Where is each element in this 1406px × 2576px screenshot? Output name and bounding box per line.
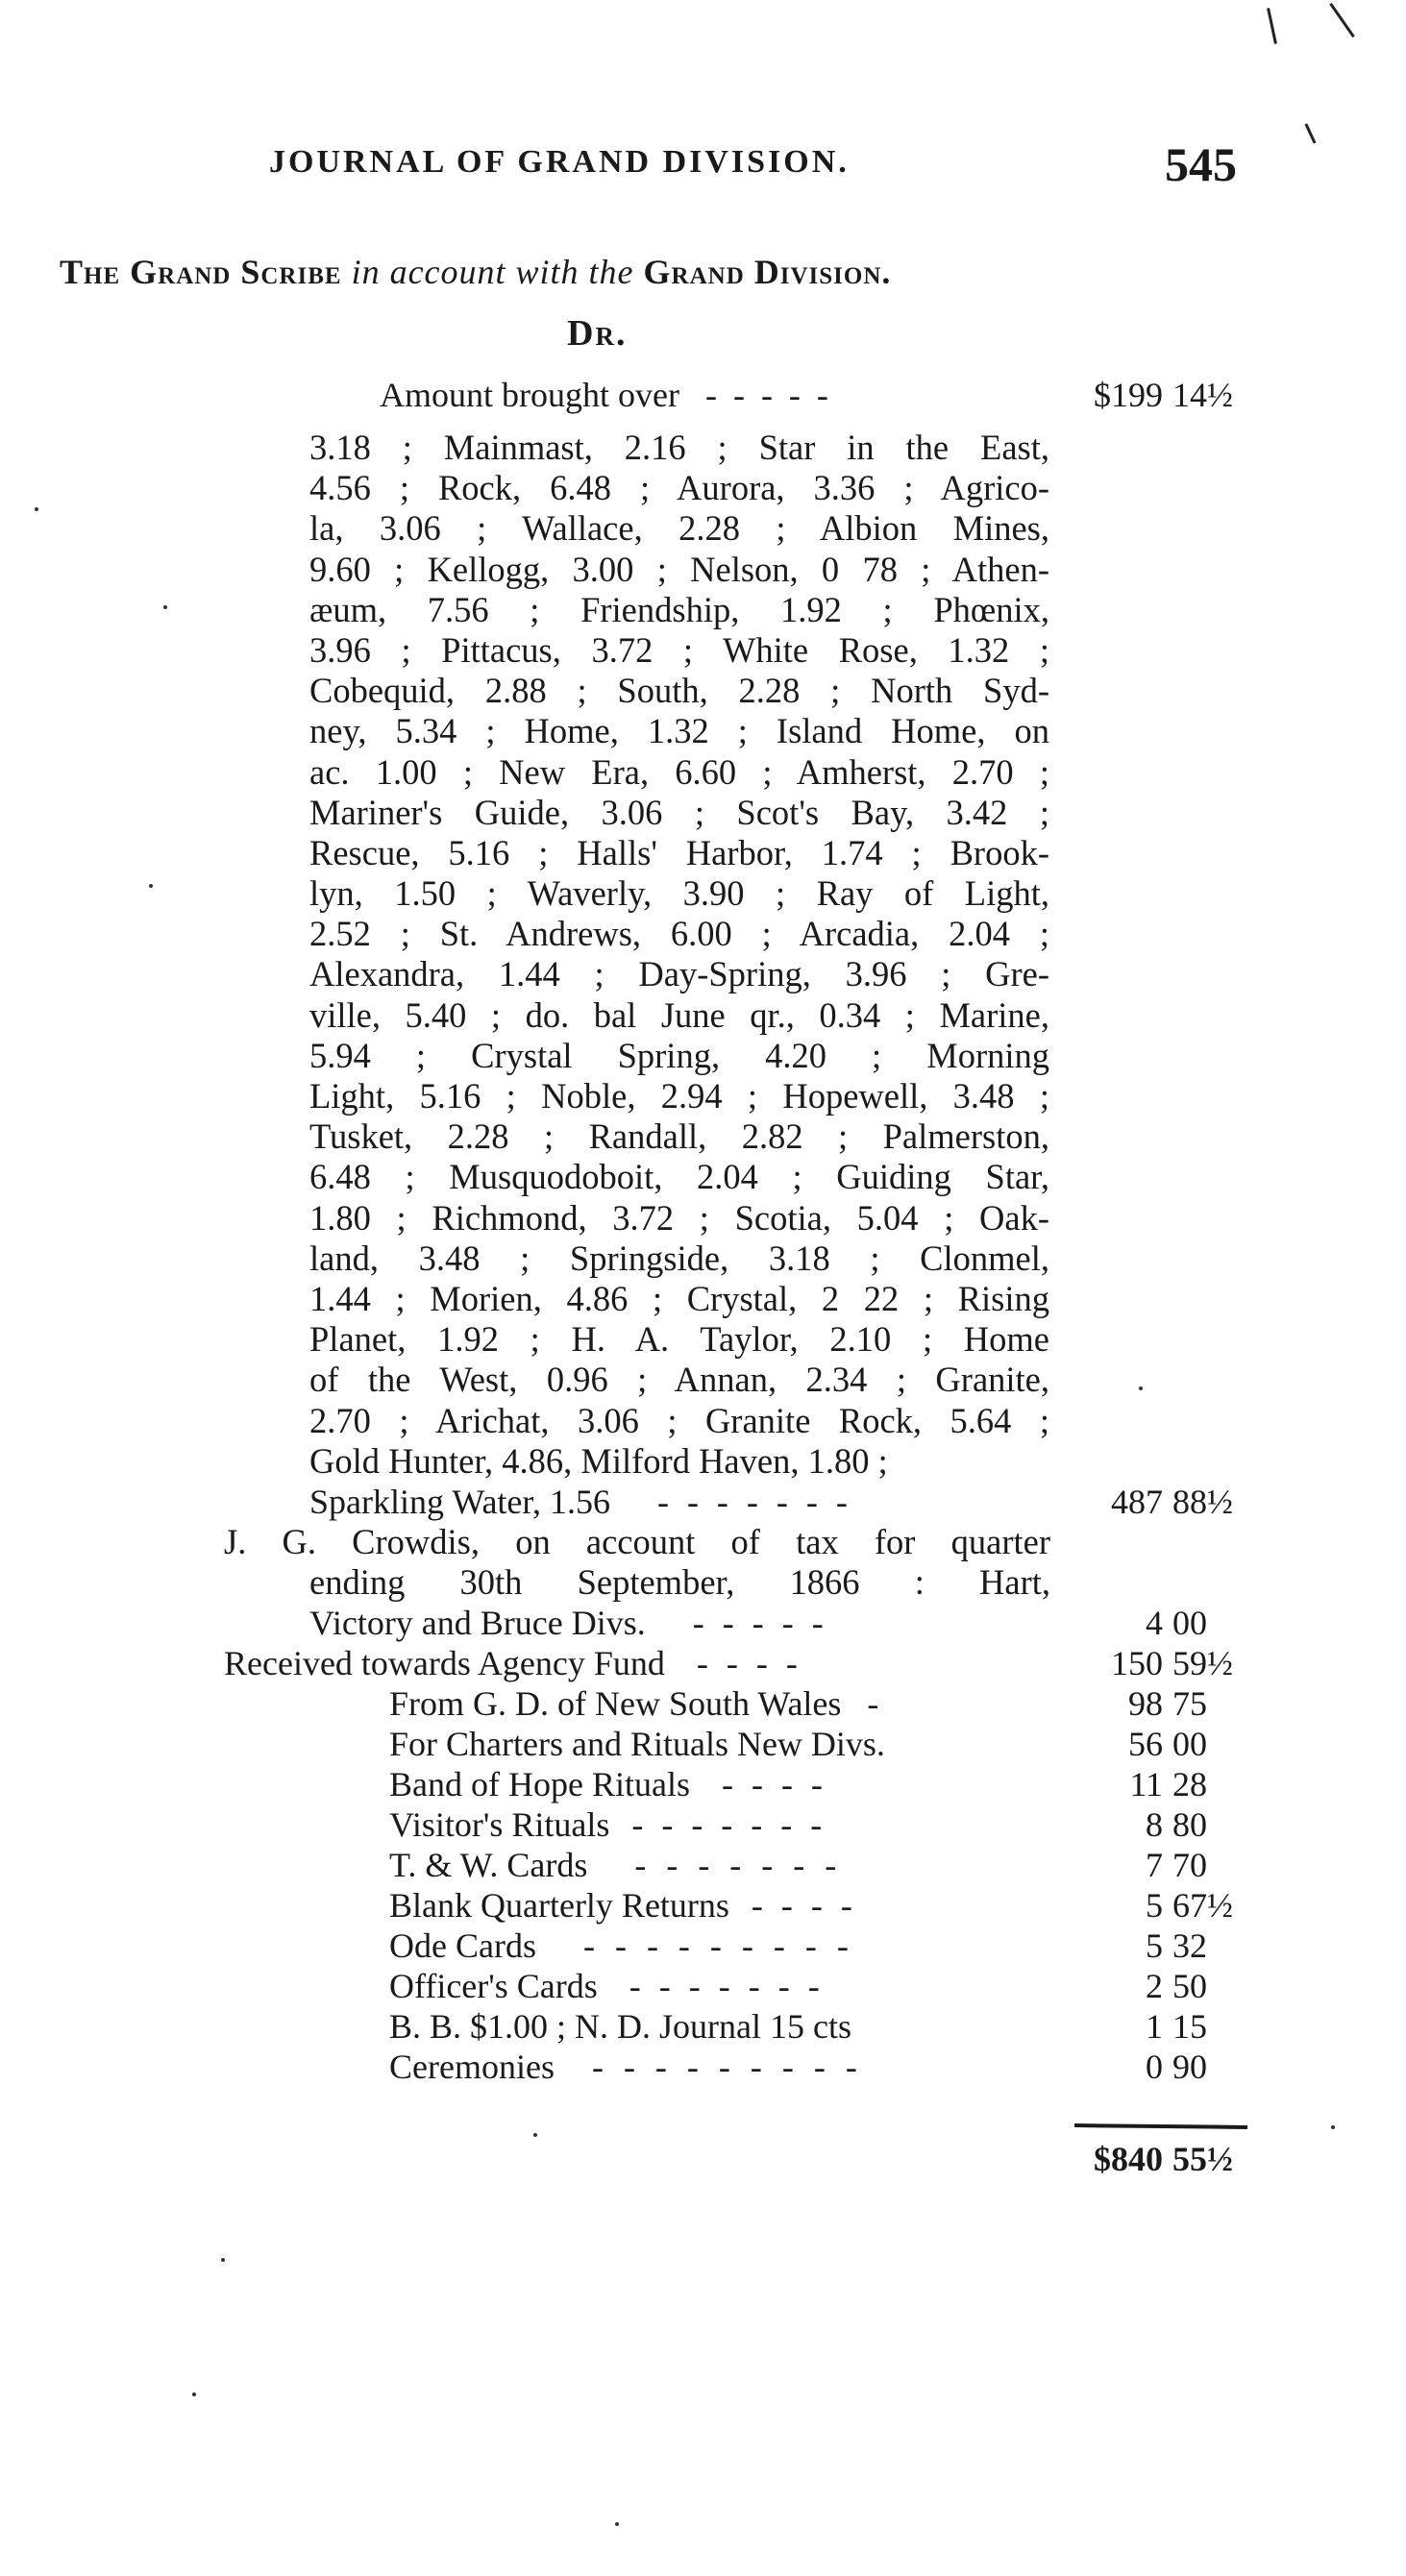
leader-dots: - - - - - - - bbox=[631, 1805, 827, 1844]
scan-speck bbox=[533, 2133, 537, 2137]
amount-dollars: 98 bbox=[1128, 1684, 1163, 1723]
division-line: land, 3.48 ; Springside, 3.18 ; Clonmel, bbox=[309, 1238, 1049, 1278]
brought-over-label: Amount brought over bbox=[380, 376, 679, 414]
heading-connector: in account with the bbox=[351, 253, 634, 291]
page-number: 545 bbox=[1165, 137, 1237, 191]
scan-speck bbox=[221, 2258, 225, 2262]
scan-mark bbox=[1267, 8, 1277, 44]
sub-item-label: Officer's Cards bbox=[389, 1967, 598, 2005]
brought-over-row bbox=[380, 375, 832, 415]
amount-dollars: 56 bbox=[1128, 1725, 1163, 1763]
division-line: Mariner's Guide, 3.06 ; Scot's Bay, 3.42 ; bbox=[309, 792, 1049, 832]
amount-cents: 75 bbox=[1172, 1684, 1207, 1723]
sub-item-row bbox=[389, 2047, 863, 2087]
crowdis-line: J. G. Crowdis, on account of tax for quarter bbox=[224, 1522, 1050, 1561]
amount-cents: 88½ bbox=[1172, 1483, 1233, 1521]
crowdis-entry bbox=[224, 1522, 1050, 1562]
sparkling-label: Sparkling Water, 1.56 bbox=[309, 1483, 610, 1521]
leader-dots: - bbox=[867, 1684, 879, 1723]
sub-item-label: Ceremonies bbox=[389, 2048, 555, 2086]
sub-item-label: For Charters and Rituals New Divs. bbox=[389, 1725, 885, 1763]
brought-over-amount bbox=[1057, 375, 1259, 415]
leader-dots: - - - - bbox=[751, 1886, 857, 1925]
division-line: la, 3.06 ; Wallace, 2.28 ; Albion Mines, bbox=[309, 508, 1049, 549]
division-line: 4.56 ; Rock, 6.48 ; Aurora, 3.36 ; Agrico- bbox=[309, 468, 1049, 508]
sub-item-amount bbox=[1057, 1764, 1259, 1804]
sub-item-label: From G. D. of New South Wales bbox=[389, 1684, 842, 1723]
crowdis-amount bbox=[1057, 1603, 1259, 1643]
division-line: 9.60 ; Kellogg, 3.00 ; Nelson, 0 78 ; Athen- bbox=[309, 549, 1049, 589]
running-head: JOURNAL OF GRAND DIVISION. bbox=[269, 144, 850, 180]
sub-item-row bbox=[389, 1764, 827, 1804]
leader-dots: - - - - - - - - - bbox=[582, 1926, 854, 1965]
division-line: 3.18 ; Mainmast, 2.16 ; Star in the East, bbox=[309, 428, 1049, 467]
amount-dollars: 5 bbox=[1146, 1886, 1163, 1925]
division-line: 1.80 ; Richmond, 3.72 ; Scotia, 5.04 ; Oak- bbox=[309, 1197, 1049, 1238]
sub-item-row bbox=[389, 1804, 826, 1845]
scan-speck bbox=[615, 2522, 619, 2526]
leader-dots: - - - - - - - bbox=[634, 1846, 843, 1884]
amount-dollars: 1 bbox=[1146, 2007, 1163, 2046]
scan-speck bbox=[1331, 2125, 1335, 2129]
scan-speck bbox=[192, 2392, 196, 2396]
sub-item-amount bbox=[1057, 2006, 1259, 2047]
sub-item-amount bbox=[1057, 1966, 1259, 2006]
amount-cents: 50 bbox=[1172, 1967, 1207, 2005]
scan-mark bbox=[1304, 123, 1316, 143]
leader-dots: - - - - - - - bbox=[629, 1967, 825, 2005]
total-cents: 55½ bbox=[1172, 2140, 1233, 2178]
division-line: 2.70 ; Arichat, 3.06 ; Granite Rock, 5.64 ; bbox=[309, 1400, 1049, 1440]
leader-dots: - - - - - bbox=[704, 376, 832, 414]
amount-dollars: $199 bbox=[1094, 376, 1163, 414]
leader-dots: - - - - - - - - - bbox=[591, 2048, 863, 2086]
amount-cents: 59½ bbox=[1172, 1644, 1233, 1682]
leader-dots: - - - - bbox=[696, 1644, 802, 1682]
sub-item-label: T. & W. Cards bbox=[389, 1846, 588, 1884]
grand-total bbox=[1057, 2139, 1259, 2179]
sub-item-label: Ode Cards bbox=[389, 1926, 536, 1965]
division-line: Tusket, 2.28 ; Randall, 2.82 ; Palmerston, bbox=[309, 1116, 1049, 1157]
sub-item-row bbox=[389, 1724, 885, 1764]
amount-cents: 28 bbox=[1172, 1765, 1207, 1803]
sub-item-row bbox=[389, 1885, 857, 1926]
division-payments-list bbox=[309, 428, 1049, 1482]
sub-item-label: Visitor's Rituals bbox=[389, 1805, 610, 1844]
total-dollars: $840 bbox=[1094, 2140, 1163, 2178]
amount-cents: 67½ bbox=[1172, 1886, 1233, 1925]
division-line: of the West, 0.96 ; Annan, 2.34 ; Granite, bbox=[309, 1360, 1049, 1400]
sub-item-amount bbox=[1057, 1724, 1259, 1764]
sparkling-row bbox=[309, 1482, 852, 1522]
amount-dollars: 11 bbox=[1129, 1765, 1163, 1803]
amount-dollars: 0 bbox=[1146, 2048, 1163, 2086]
sparkling-amount bbox=[1057, 1482, 1259, 1522]
leader-dots: - - - - - - - bbox=[656, 1483, 852, 1521]
amount-dollars: 8 bbox=[1146, 1805, 1163, 1844]
crowdis-entry-cont bbox=[309, 1562, 1050, 1603]
agency-amount bbox=[1057, 1643, 1259, 1683]
division-line: 2.52 ; St. Andrews, 6.00 ; Arcadia, 2.04 ; bbox=[309, 914, 1049, 954]
amount-dollars: 2 bbox=[1146, 1967, 1163, 2005]
leader-dots: - - - - - bbox=[692, 1604, 828, 1642]
sub-item-row bbox=[389, 2006, 851, 2047]
amount-cents: 14½ bbox=[1172, 376, 1233, 414]
division-line: Rescue, 5.16 ; Halls' Harbor, 1.74 ; Brook- bbox=[309, 832, 1049, 872]
sub-item-row bbox=[389, 1926, 854, 1966]
sub-item-amount bbox=[1057, 1845, 1259, 1885]
amount-dollars: 4 bbox=[1146, 1604, 1163, 1642]
amount-dollars: 7 bbox=[1146, 1846, 1163, 1884]
sub-item-row bbox=[389, 1966, 825, 2006]
division-line: Cobequid, 2.88 ; South, 2.28 ; North Syd- bbox=[309, 671, 1049, 711]
division-line: Light, 5.16 ; Noble, 2.94 ; Hopewell, 3.48 ; bbox=[309, 1076, 1049, 1116]
account-heading bbox=[60, 252, 1213, 292]
sub-item-row bbox=[389, 1845, 842, 1885]
total-rule bbox=[1074, 2123, 1247, 2129]
sub-item-label: Band of Hope Rituals bbox=[389, 1765, 690, 1803]
sub-item-amount bbox=[1057, 1926, 1259, 1966]
amount-cents: 00 bbox=[1172, 1725, 1207, 1763]
debit-label: Dr. bbox=[567, 313, 628, 354]
amount-dollars: 487 bbox=[1111, 1483, 1163, 1521]
scan-mark bbox=[1329, 3, 1355, 37]
division-line: lyn, 1.50 ; Waverly, 3.90 ; Ray of Light, bbox=[309, 873, 1049, 914]
amount-cents: 80 bbox=[1172, 1805, 1207, 1844]
crowdis-line: Victory and Bruce Divs. bbox=[309, 1604, 646, 1642]
sub-item-amount bbox=[1057, 2047, 1259, 2087]
sub-item-row bbox=[389, 1683, 878, 1724]
sub-item-amount bbox=[1057, 1804, 1259, 1845]
amount-dollars: 5 bbox=[1146, 1926, 1163, 1965]
heading-scribe: The Grand Scribe bbox=[60, 253, 342, 291]
division-line: Alexandra, 1.44 ; Day-Spring, 3.96 ; Gre- bbox=[309, 954, 1049, 994]
division-line: Planet, 1.92 ; H. A. Taylor, 2.10 ; Home bbox=[309, 1319, 1049, 1360]
scan-speck bbox=[163, 605, 167, 609]
division-line: 3.96 ; Pittacus, 3.72 ; White Rose, 1.32 ; bbox=[309, 629, 1049, 670]
amount-cents: 32 bbox=[1172, 1926, 1207, 1965]
scan-speck bbox=[1139, 1386, 1143, 1390]
division-line: ney, 5.34 ; Home, 1.32 ; Island Home, on bbox=[309, 711, 1049, 751]
amount-cents: 90 bbox=[1172, 2048, 1207, 2086]
amount-cents: 15 bbox=[1172, 2007, 1207, 2046]
sub-item-amount bbox=[1057, 1683, 1259, 1724]
division-line: 5.94 ; Crystal Spring, 4.20 ; Morning bbox=[309, 1035, 1049, 1075]
division-line: 1.44 ; Morien, 4.86 ; Crystal, 2 22 ; Rising bbox=[309, 1278, 1049, 1318]
division-line: ac. 1.00 ; New Era, 6.60 ; Amherst, 2.70 ; bbox=[309, 751, 1049, 792]
heading-division: Grand Division. bbox=[643, 253, 892, 291]
agency-row bbox=[224, 1643, 802, 1683]
scan-speck bbox=[149, 884, 153, 888]
crowdis-line: ending 30th September, 1866 : Hart, bbox=[309, 1562, 1050, 1602]
amount-cents: 70 bbox=[1172, 1846, 1207, 1884]
agency-label: Received towards Agency Fund bbox=[224, 1644, 665, 1682]
amount-dollars: 150 bbox=[1111, 1644, 1163, 1682]
crowdis-last-row bbox=[309, 1603, 828, 1643]
leader-dots: - - - - bbox=[721, 1765, 827, 1803]
sub-item-label: B. B. $1.00 ; N. D. Journal 15 cts bbox=[389, 2007, 851, 2046]
sub-item-label: Blank Quarterly Returns bbox=[389, 1886, 729, 1925]
division-line: Gold Hunter, 4.86, Milford Haven, 1.80 ; bbox=[309, 1440, 888, 1481]
sub-item-amount bbox=[1057, 1885, 1259, 1926]
division-line: ville, 5.40 ; do. bal June qr., 0.34 ; Marine, bbox=[309, 994, 1049, 1035]
scan-speck bbox=[35, 507, 38, 511]
division-line: 6.48 ; Musquodoboit, 2.04 ; Guiding Star, bbox=[309, 1157, 1049, 1197]
division-line: æum, 7.56 ; Friendship, 1.92 ; Phœnix, bbox=[309, 589, 1049, 629]
amount-cents: 00 bbox=[1172, 1604, 1207, 1642]
